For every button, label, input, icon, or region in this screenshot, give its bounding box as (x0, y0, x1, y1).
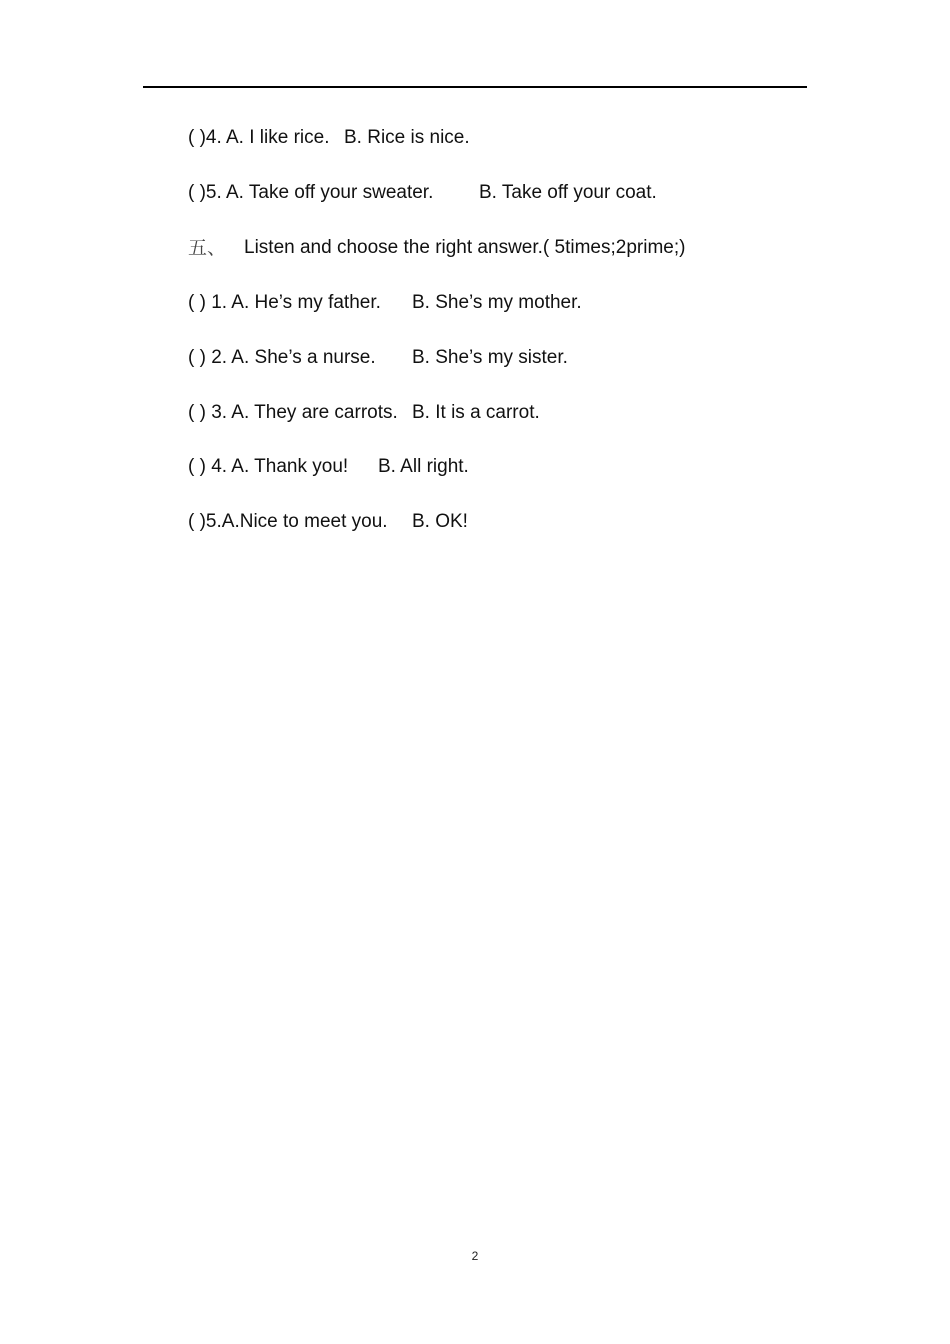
option-b: B. Take off your coat. (479, 182, 657, 203)
section-number: 五、 (188, 237, 227, 259)
page-number: 2 (471, 1249, 479, 1263)
option-b: B. Rice is nice. (344, 127, 470, 148)
section-title: Listen and choose the right answer.( 5times;2prime;) (244, 237, 686, 258)
option-a: ( )5. A. Take off your sweater. (188, 182, 434, 203)
option-b: B. All right. (378, 456, 469, 477)
option-a: ( ) 1. A. He’s my father. (188, 292, 381, 313)
option-b: B. It is a carrot. (412, 402, 540, 423)
option-b: B. OK! (412, 511, 468, 532)
option-a: ( ) 4. A. Thank you! (188, 456, 349, 477)
option-a: ( ) 3. A. They are carrots. (188, 402, 398, 423)
list-item (188, 510, 468, 582)
option-a: ( )5.A.Nice to meet you. (188, 511, 388, 532)
option-b: B. She’s my mother. (412, 292, 582, 313)
header-rule (143, 86, 807, 88)
option-a: ( )4. A. I like rice. (188, 127, 330, 148)
option-a: ( ) 2. A. She’s a nurse. (188, 347, 376, 368)
option-b: B. She’s my sister. (412, 347, 568, 368)
